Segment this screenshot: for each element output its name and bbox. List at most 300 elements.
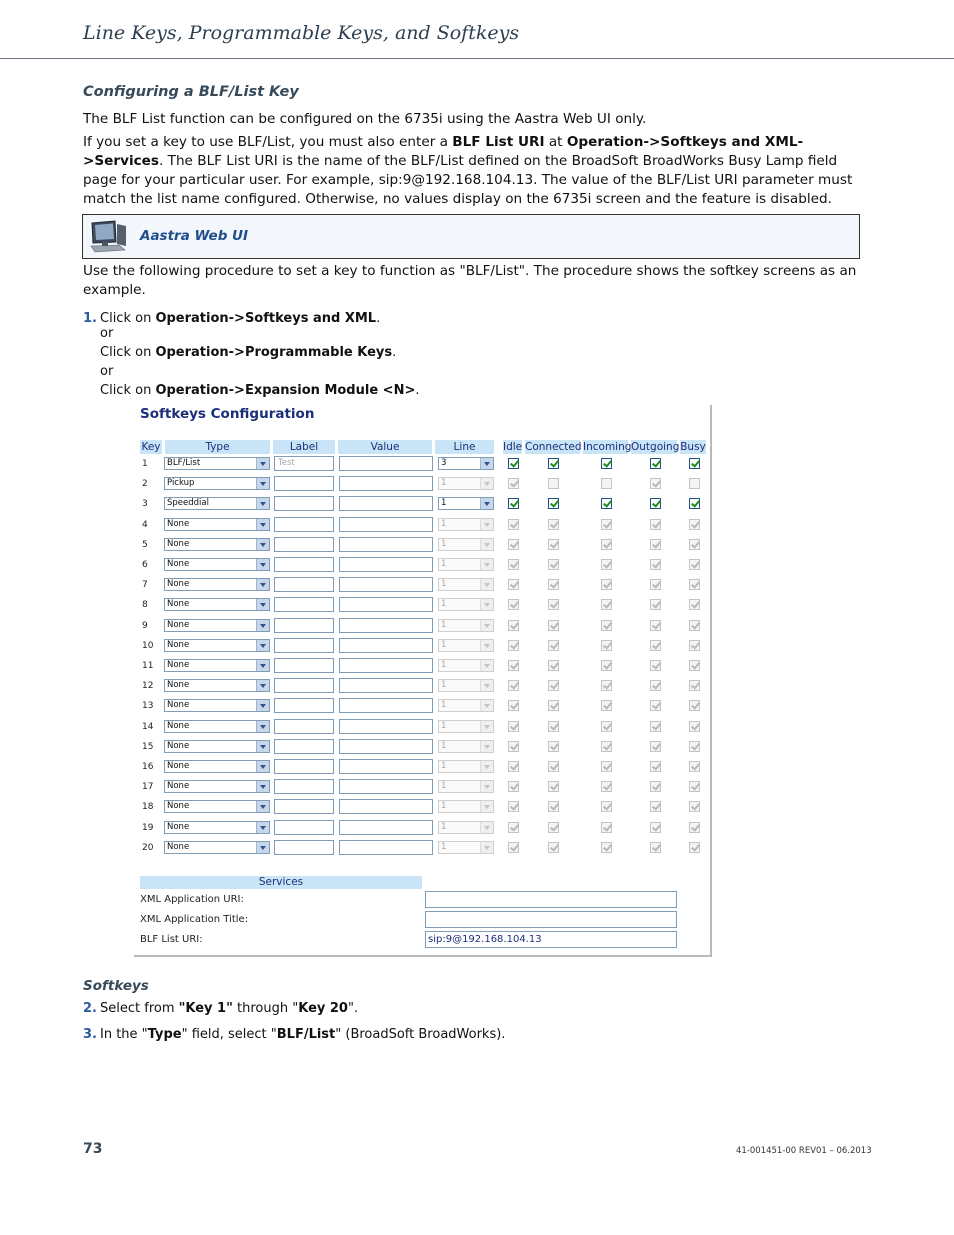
incoming-checkbox[interactable]	[601, 700, 612, 711]
incoming-checkbox[interactable]	[601, 741, 612, 752]
key-number: 12	[142, 681, 154, 692]
incoming-checkbox[interactable]	[601, 781, 612, 792]
outgoing-checkbox[interactable]	[650, 822, 661, 833]
line-value: 1	[441, 821, 447, 832]
line-select[interactable]	[438, 679, 494, 692]
connected-checkbox[interactable]	[548, 781, 559, 792]
type-select[interactable]	[164, 639, 270, 652]
chevron-down-icon	[480, 519, 493, 530]
type-select[interactable]	[164, 558, 270, 571]
label-input[interactable]	[274, 799, 334, 814]
key-number: 2	[142, 479, 148, 490]
idle-checkbox[interactable]	[508, 660, 519, 671]
type-select[interactable]	[164, 598, 270, 611]
outgoing-checkbox[interactable]	[650, 700, 661, 711]
line-value: 1	[441, 680, 447, 691]
type-select[interactable]	[164, 477, 270, 490]
key-number: 16	[142, 762, 154, 772]
line-select[interactable]	[438, 477, 494, 490]
type-select[interactable]	[164, 740, 270, 753]
busy-checkbox[interactable]	[689, 761, 700, 772]
key-number: 18	[142, 802, 154, 813]
key-number: 4	[142, 519, 148, 530]
type-value: None	[167, 841, 190, 852]
line-value: 1	[441, 720, 447, 731]
busy-checkbox[interactable]	[689, 599, 700, 610]
label-input[interactable]	[274, 678, 334, 693]
label-input[interactable]	[274, 719, 334, 734]
value-input[interactable]	[339, 577, 433, 592]
chevron-down-icon	[256, 721, 269, 732]
incoming-checkbox[interactable]	[601, 599, 612, 610]
key-number: 20	[142, 842, 154, 853]
chevron-down-icon	[480, 822, 493, 833]
value-input[interactable]	[339, 779, 433, 794]
chevron-down-icon	[480, 498, 493, 509]
label-input[interactable]	[274, 779, 334, 794]
key-number: 5	[142, 539, 148, 550]
type-select[interactable]	[164, 518, 270, 531]
idle-checkbox[interactable]	[508, 842, 519, 853]
value-input[interactable]	[339, 456, 433, 471]
type-value: None	[167, 619, 190, 630]
connected-checkbox[interactable]	[548, 559, 559, 570]
type-select[interactable]	[164, 760, 270, 773]
connected-checkbox[interactable]	[548, 842, 559, 853]
label-input[interactable]	[274, 618, 334, 633]
outgoing-checkbox[interactable]	[650, 801, 661, 812]
key-number: 14	[142, 721, 154, 732]
incoming-checkbox[interactable]	[601, 761, 612, 772]
type-value: None	[167, 801, 190, 812]
aastra-web-ui-callout	[82, 214, 860, 259]
chevron-down-icon	[256, 761, 269, 772]
outgoing-checkbox[interactable]	[650, 498, 661, 509]
value-input[interactable]	[339, 658, 433, 673]
connected-checkbox[interactable]	[548, 599, 559, 610]
value-input[interactable]	[339, 557, 433, 572]
connected-checkbox[interactable]	[548, 458, 559, 469]
busy-checkbox[interactable]	[689, 822, 700, 833]
incoming-checkbox[interactable]	[601, 620, 612, 631]
idle-checkbox[interactable]	[508, 599, 519, 610]
incoming-checkbox[interactable]	[601, 458, 612, 469]
chevron-down-icon	[256, 700, 269, 711]
idle-checkbox[interactable]	[508, 680, 519, 691]
incoming-checkbox[interactable]	[601, 478, 612, 489]
incoming-checkbox[interactable]	[601, 801, 612, 812]
chevron-down-icon	[480, 458, 493, 469]
chevron-down-icon	[256, 660, 269, 671]
type-value: None	[167, 639, 190, 650]
type-select[interactable]	[164, 679, 270, 692]
column-header-key: Key	[141, 441, 161, 453]
step-1-alt-c: Click on Operation->Expansion Module <N>.	[100, 383, 420, 398]
column-header-type: Type	[165, 440, 270, 454]
type-value: Speeddial	[167, 498, 209, 509]
line-value: 1	[441, 599, 447, 610]
type-select[interactable]	[164, 720, 270, 733]
label-input[interactable]	[274, 496, 334, 511]
chevron-down-icon	[480, 559, 493, 570]
line-value: 1	[441, 761, 447, 771]
label-input[interactable]	[274, 476, 334, 491]
key-number: 3	[142, 499, 148, 510]
outgoing-checkbox[interactable]	[650, 478, 661, 489]
key-number: 1	[142, 459, 148, 469]
idle-checkbox[interactable]	[508, 640, 519, 651]
connected-checkbox[interactable]	[548, 680, 559, 691]
label-input[interactable]	[274, 658, 334, 673]
line-value: 1	[441, 579, 447, 590]
type-select[interactable]	[164, 699, 270, 712]
line-value: 3	[441, 458, 447, 468]
chevron-down-icon	[256, 478, 269, 489]
line-value: 1	[441, 740, 447, 751]
outgoing-checkbox[interactable]	[650, 781, 661, 792]
connected-checkbox[interactable]	[548, 822, 559, 833]
type-value: None	[167, 821, 190, 832]
outgoing-checkbox[interactable]	[650, 519, 661, 530]
label-input[interactable]	[274, 517, 334, 532]
incoming-checkbox[interactable]	[601, 842, 612, 853]
incoming-checkbox[interactable]	[601, 640, 612, 651]
incoming-checkbox[interactable]	[601, 822, 612, 833]
line-value: 1	[441, 841, 447, 852]
busy-checkbox[interactable]	[689, 559, 700, 570]
type-value: None	[167, 660, 190, 670]
chevron-down-icon	[480, 620, 493, 631]
chevron-down-icon	[480, 801, 493, 812]
outgoing-checkbox[interactable]	[650, 599, 661, 610]
chevron-down-icon	[480, 640, 493, 651]
idle-checkbox[interactable]	[508, 458, 519, 469]
value-input[interactable]	[339, 799, 433, 814]
value-input[interactable]	[339, 476, 433, 491]
line-select[interactable]	[438, 780, 494, 793]
label-input[interactable]	[274, 577, 334, 592]
idle-checkbox[interactable]	[508, 781, 519, 792]
busy-checkbox[interactable]	[689, 458, 700, 469]
outgoing-checkbox[interactable]	[650, 579, 661, 590]
document-id: 41-001451-00 REV01 – 06.2013	[736, 1146, 872, 1156]
chevron-down-icon	[256, 539, 269, 550]
label-input[interactable]	[274, 597, 334, 612]
line-select[interactable]	[438, 800, 494, 813]
outgoing-checkbox[interactable]	[650, 620, 661, 631]
idle-checkbox[interactable]	[508, 519, 519, 530]
busy-checkbox[interactable]	[689, 498, 700, 509]
connected-checkbox[interactable]	[548, 761, 559, 772]
column-header-label: Label	[273, 440, 335, 454]
value-input[interactable]	[339, 719, 433, 734]
type-value: None	[167, 599, 190, 610]
step-number: 1.	[83, 311, 97, 326]
section-title: Configuring a BLF/List Key	[83, 84, 299, 100]
column-header-connected: Connected	[525, 441, 582, 453]
line-select[interactable]	[438, 841, 494, 854]
chevron-down-icon	[480, 660, 493, 671]
line-value: 1	[441, 478, 447, 489]
busy-checkbox[interactable]	[689, 579, 700, 590]
softkeys-config-title: Softkeys Configuration	[140, 406, 315, 422]
line-select[interactable]	[438, 760, 494, 773]
or-text: or	[100, 326, 114, 341]
incoming-checkbox[interactable]	[601, 519, 612, 530]
idle-checkbox[interactable]	[508, 559, 519, 570]
type-value: None	[167, 720, 190, 731]
busy-checkbox[interactable]	[689, 539, 700, 550]
chevron-down-icon	[256, 498, 269, 509]
xml-application-title-input[interactable]	[425, 911, 677, 928]
type-select[interactable]	[164, 578, 270, 591]
services-header: Services	[140, 876, 422, 889]
outgoing-checkbox[interactable]	[650, 721, 661, 732]
type-value: Pickup	[167, 478, 195, 489]
outgoing-checkbox[interactable]	[650, 761, 661, 772]
busy-checkbox[interactable]	[689, 620, 700, 631]
connected-checkbox[interactable]	[548, 539, 559, 550]
line-select[interactable]	[438, 639, 494, 652]
label-input[interactable]	[274, 820, 334, 835]
value-input[interactable]	[339, 597, 433, 612]
type-select[interactable]	[164, 457, 270, 470]
line-select[interactable]	[438, 457, 494, 470]
connected-checkbox[interactable]	[548, 640, 559, 651]
intro-paragraph: The BLF List function can be configured on the 6735i using the Aastra Web UI only.	[83, 111, 647, 127]
line-value: 1	[441, 518, 447, 529]
label-input[interactable]	[274, 557, 334, 572]
type-value: None	[167, 740, 190, 751]
connected-checkbox[interactable]	[548, 519, 559, 530]
line-value: 1	[441, 639, 447, 650]
key-number: 10	[142, 640, 154, 651]
incoming-checkbox[interactable]	[601, 721, 612, 732]
idle-checkbox[interactable]	[508, 721, 519, 732]
line-select[interactable]	[438, 518, 494, 531]
type-select[interactable]	[164, 659, 270, 672]
type-value: BLF/List	[167, 458, 201, 468]
column-header-idle: Idle	[503, 441, 523, 453]
line-value: 1	[441, 559, 447, 569]
line-select[interactable]	[438, 699, 494, 712]
connected-checkbox[interactable]	[548, 498, 559, 509]
line-select[interactable]	[438, 558, 494, 571]
chevron-down-icon	[256, 801, 269, 812]
chevron-down-icon	[480, 700, 493, 711]
column-header-line: Line	[435, 440, 494, 454]
idle-checkbox[interactable]	[508, 498, 519, 509]
label-input[interactable]	[274, 739, 334, 754]
services-field-label: BLF List URI:	[140, 934, 203, 945]
busy-checkbox[interactable]	[689, 781, 700, 792]
header-title: Line Keys, Programmable Keys, and Softkeys	[83, 22, 520, 44]
busy-checkbox[interactable]	[689, 700, 700, 711]
chevron-down-icon	[480, 579, 493, 590]
connected-checkbox[interactable]	[548, 478, 559, 489]
busy-checkbox[interactable]	[689, 660, 700, 671]
incoming-checkbox[interactable]	[601, 498, 612, 509]
key-number: 6	[142, 560, 148, 570]
label-input[interactable]	[274, 638, 334, 653]
line-select[interactable]	[438, 821, 494, 834]
figure-caption: Softkeys	[83, 978, 149, 994]
value-input[interactable]	[339, 678, 433, 693]
chevron-down-icon	[256, 519, 269, 530]
value-input[interactable]	[339, 759, 433, 774]
chevron-down-icon	[256, 680, 269, 691]
busy-checkbox[interactable]	[689, 519, 700, 530]
chevron-down-icon	[480, 721, 493, 732]
label-input[interactable]: Test	[274, 456, 334, 471]
incoming-checkbox[interactable]	[601, 660, 612, 671]
line-select[interactable]	[438, 538, 494, 551]
chevron-down-icon	[256, 620, 269, 631]
type-select[interactable]	[164, 619, 270, 632]
blf-list-uri-input[interactable]: sip:9@192.168.104.13	[425, 931, 677, 948]
outgoing-checkbox[interactable]	[650, 640, 661, 651]
or-text: or	[100, 364, 114, 379]
connected-checkbox[interactable]	[548, 801, 559, 812]
type-select[interactable]	[164, 538, 270, 551]
line-select[interactable]	[438, 659, 494, 672]
value-input[interactable]	[339, 517, 433, 532]
line-value: 1	[441, 801, 447, 812]
outgoing-checkbox[interactable]	[650, 741, 661, 752]
outgoing-checkbox[interactable]	[650, 559, 661, 570]
aastra-web-ui-label: Aastra Web UI	[140, 228, 249, 244]
services-field-label: XML Application Title:	[140, 914, 249, 925]
type-select[interactable]	[164, 780, 270, 793]
idle-checkbox[interactable]	[508, 822, 519, 833]
value-input[interactable]	[339, 496, 433, 511]
chevron-down-icon	[256, 458, 269, 469]
procedure-intro: Use the following procedure to set a key to function as "BLF/List". The procedure shows the softkey screens as an example.	[83, 263, 857, 298]
value-input[interactable]	[339, 638, 433, 653]
key-number: 7	[142, 580, 148, 591]
line-value: 1	[441, 498, 447, 509]
key-number: 8	[142, 600, 148, 611]
chevron-down-icon	[256, 781, 269, 792]
chevron-down-icon	[480, 478, 493, 489]
value-input[interactable]	[339, 739, 433, 754]
outgoing-checkbox[interactable]	[650, 842, 661, 853]
step-1-alt-b: Click on Operation->Programmable Keys.	[100, 345, 397, 360]
chevron-down-icon	[480, 539, 493, 550]
type-value: None	[167, 579, 190, 590]
value-input[interactable]	[339, 618, 433, 633]
key-number: 17	[142, 782, 154, 793]
type-value: None	[167, 761, 190, 771]
busy-checkbox[interactable]	[689, 721, 700, 732]
connected-checkbox[interactable]	[548, 660, 559, 671]
busy-checkbox[interactable]	[689, 680, 700, 691]
idle-checkbox[interactable]	[508, 579, 519, 590]
label-input[interactable]	[274, 840, 334, 855]
key-number: 19	[142, 822, 154, 833]
line-value: 1	[441, 700, 447, 711]
label-input[interactable]	[274, 698, 334, 713]
busy-checkbox[interactable]	[689, 640, 700, 651]
key-number: 15	[142, 741, 154, 752]
page-header	[0, 0, 954, 59]
outgoing-checkbox[interactable]	[650, 458, 661, 469]
type-value: None	[167, 518, 190, 529]
line-value: 1	[441, 619, 447, 630]
idle-checkbox[interactable]	[508, 539, 519, 550]
key-number: 11	[142, 661, 154, 671]
incoming-checkbox[interactable]	[601, 680, 612, 691]
key-number: 9	[142, 620, 148, 631]
chevron-down-icon	[480, 842, 493, 853]
type-value: None	[167, 680, 190, 691]
connected-checkbox[interactable]	[548, 579, 559, 590]
outgoing-checkbox[interactable]	[650, 680, 661, 691]
incoming-checkbox[interactable]	[601, 579, 612, 590]
value-input[interactable]	[339, 698, 433, 713]
xml-application-uri-input[interactable]	[425, 891, 677, 908]
line-select[interactable]	[438, 578, 494, 591]
outgoing-checkbox[interactable]	[650, 660, 661, 671]
column-header-incoming: Incoming	[583, 441, 632, 453]
label-input[interactable]	[274, 537, 334, 552]
type-select[interactable]	[164, 841, 270, 854]
line-select[interactable]	[438, 497, 494, 510]
connected-checkbox[interactable]	[548, 620, 559, 631]
busy-checkbox[interactable]	[689, 478, 700, 489]
line-select[interactable]	[438, 598, 494, 611]
idle-checkbox[interactable]	[508, 700, 519, 711]
idle-checkbox[interactable]	[508, 620, 519, 631]
chevron-down-icon	[480, 741, 493, 752]
chevron-down-icon	[256, 822, 269, 833]
type-value: None	[167, 559, 190, 569]
line-select[interactable]	[438, 740, 494, 753]
idle-checkbox[interactable]	[508, 761, 519, 772]
computer-icon	[89, 220, 129, 253]
services-field-label: XML Application URI:	[140, 894, 244, 905]
softkeys-configuration-panel	[134, 405, 712, 957]
step-number: 2.	[83, 1001, 97, 1016]
column-header-outgoing: Outgoing	[631, 441, 680, 453]
line-select[interactable]	[438, 720, 494, 733]
type-select[interactable]	[164, 821, 270, 834]
busy-checkbox[interactable]	[689, 741, 700, 752]
idle-checkbox[interactable]	[508, 801, 519, 812]
type-select[interactable]	[164, 800, 270, 813]
column-header-busy: Busy	[680, 441, 706, 453]
idle-checkbox[interactable]	[508, 741, 519, 752]
incoming-checkbox[interactable]	[601, 539, 612, 550]
type-select[interactable]	[164, 497, 270, 510]
chevron-down-icon	[480, 599, 493, 610]
outgoing-checkbox[interactable]	[650, 539, 661, 550]
type-value: None	[167, 538, 190, 549]
value-input[interactable]	[339, 840, 433, 855]
busy-checkbox[interactable]	[689, 801, 700, 812]
label-input[interactable]	[274, 759, 334, 774]
value-input[interactable]	[339, 820, 433, 835]
value-input[interactable]	[339, 537, 433, 552]
connected-checkbox[interactable]	[548, 721, 559, 732]
connected-checkbox[interactable]	[548, 741, 559, 752]
idle-checkbox[interactable]	[508, 478, 519, 489]
blf-uri-paragraph: If you set a key to use BLF/List, you must also enter a BLF List URI at Operation->Softkeys and XML->Services. The BLF List URI is the name of the BLF/List defined on the BroadSoft BroadWorks Busy Lamp field page for your particular user. For example, sip:9@192.168.104.13. The value of the BLF/List URI parameter must match the list name configured. Otherwise, no values display on the 6735i screen and the feature is disabled.	[83, 134, 853, 207]
line-select[interactable]	[438, 619, 494, 632]
connected-checkbox[interactable]	[548, 700, 559, 711]
incoming-checkbox[interactable]	[601, 559, 612, 570]
busy-checkbox[interactable]	[689, 842, 700, 853]
